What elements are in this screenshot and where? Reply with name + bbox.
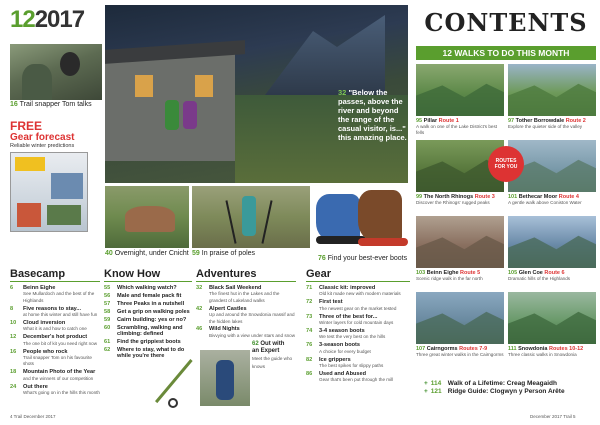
walk-caption: 111 Snowdonia Routes 10-12 Three classic walks in Snowdonia xyxy=(508,346,584,357)
knowhow-item: 55 Which walking watch? xyxy=(104,285,177,291)
boots-caption: 76 Find your best-ever boots xyxy=(318,255,408,262)
gear-forecast-sub: Reliable winter predictions xyxy=(10,143,75,149)
gear-forecast-promo xyxy=(10,120,102,232)
basecamp-section xyxy=(10,268,100,398)
routes-badge: ROUTES FOR YOU xyxy=(488,146,524,182)
gear-item: 76 3-season boots A choice for every budget xyxy=(306,342,371,354)
walk-caption: 97 Tother Borrowdale Route 2 Explore the quieter side of the valley xyxy=(508,118,586,129)
knowhow-item: 61 Find the grippiest boots xyxy=(104,338,181,345)
contents-title: CONTENTS xyxy=(424,8,588,37)
issue-number: 122017 xyxy=(10,6,85,33)
trail-snapper-photo xyxy=(10,44,102,100)
gear-item: 86 Used and Abused Gear that's been put through the mill xyxy=(306,370,394,383)
walk-card[interactable] xyxy=(508,140,596,214)
cnicht-photo xyxy=(105,186,189,248)
knowhow-title: Know How xyxy=(104,268,192,282)
footer-left: 4 Trail December 2017 xyxy=(10,414,56,419)
footer-right: December 2017 Trail 5 xyxy=(530,414,576,419)
walk-card[interactable] xyxy=(508,216,596,290)
walk-photo xyxy=(508,292,596,344)
knowhow-item: 56 Male and female pack fit xyxy=(104,292,182,299)
gear-title: Gear xyxy=(306,268,410,282)
walk-photo xyxy=(416,64,504,116)
basecamp-item: 16 People who rock Trail snapper Tom on his favourite shots xyxy=(10,348,92,367)
knowhow-item: 58 Get a grip on walking poles xyxy=(104,308,190,315)
adventures-item: 42 Alpert Castles Up and around the Snowdonia massif and the hidden lakes xyxy=(196,305,295,324)
gear-item: 71 Classic kit: improved Old kit made new with modern materials xyxy=(306,285,401,297)
cnicht-caption: 40 Overnight, under Cnicht xyxy=(105,250,189,257)
adventures-title: Adventures xyxy=(196,268,296,282)
walk-hill-shape xyxy=(416,234,504,268)
adventures-item: 46 Wild Nights Bivvying with a view under stars and snow xyxy=(196,326,296,338)
basecamp-item: 8 Five reasons to stay... at home this winter and still have fun xyxy=(10,305,98,318)
basecamp-item: 18 Mountain Photo of the Year and the winners of our competition xyxy=(10,369,96,381)
walk-caption: 105 Glen Coe Route 6 Dramatic hills of the Highlands xyxy=(508,270,571,281)
walk-caption: 107 Cairngorms Routes 7-9 Three great winter walks in the Cairngorms xyxy=(416,346,504,357)
gear-forecast-title: Gear forecast xyxy=(10,132,75,143)
poles-caption: 59 In praise of poles xyxy=(192,250,256,257)
gear-booklet-cover xyxy=(10,152,88,232)
knowhow-item: 57 Three Peaks in a nutshell xyxy=(104,300,185,307)
basecamp-item: 24 Out there What's going on in the hills this month xyxy=(10,383,100,396)
walk-photo xyxy=(508,216,596,268)
extra-walk-of-lifetime: + 114 Walk of a Lifetime: Creag Meagaidh xyxy=(424,380,557,387)
basecamp-item: 10 Cloud inversion What it is and how to catch one xyxy=(10,320,87,332)
walk-caption: 103 Beinn Eighe Route 5 Scenic ridge walk in the far north xyxy=(416,270,483,281)
extras-list xyxy=(424,380,594,396)
walk-hill-shape xyxy=(416,82,504,116)
basecamp-item: 12 December's hot product The one bit of kit you need right now xyxy=(10,334,98,346)
walks-header: 12 WALKS TO DO THIS MONTH xyxy=(416,46,596,60)
walk-hill-shape xyxy=(508,234,596,268)
walk-photo xyxy=(416,216,504,268)
walk-caption: 101 Bethecar Moor Route 4 A gentle walk above Coniston Water xyxy=(508,194,582,205)
walk-photo xyxy=(508,64,596,116)
walks-grid xyxy=(416,64,596,364)
gear-item: 72 First test The newest gear on the market tested xyxy=(306,299,397,311)
walk-hill-shape xyxy=(508,310,596,344)
knowhow-item: 62 Where to stay, what to do while you're there xyxy=(104,346,185,360)
expert-photo xyxy=(200,350,250,406)
walk-photo xyxy=(416,292,504,344)
walk-card[interactable] xyxy=(416,216,504,290)
walk-card[interactable] xyxy=(416,64,504,138)
knowhow-section xyxy=(104,268,192,361)
knowhow-item: 60 Scrambling, walking and climbing: defined xyxy=(104,324,183,337)
walk-card[interactable] xyxy=(508,292,596,366)
expert-feature: 62 Out with an Expert Meet the guide who knows xyxy=(252,341,293,370)
poles-photo xyxy=(192,186,310,248)
walk-card[interactable] xyxy=(416,292,504,366)
extra-ridge-guide: + 121 Ridge Guide: Clogwyn y Person Arête xyxy=(424,388,565,395)
gear-section xyxy=(306,268,410,385)
walk-hill-shape xyxy=(416,310,504,344)
basecamp-title: Basecamp xyxy=(10,268,100,282)
gear-item: 74 3-4 season boots We test the very best on the hills xyxy=(306,327,386,340)
boots-image xyxy=(312,186,408,252)
gear-item: 82 Ice grippers The best spikes for slippy paths xyxy=(306,356,384,368)
free-label: FREE xyxy=(10,119,43,133)
knowhow-item: 59 Cairn building: yes or no? xyxy=(104,316,187,323)
adventures-item: 32 Black Sail Weekend The finest hut in the Lakes and the grandest of Lakeland walks xyxy=(196,285,280,303)
walk-hill-shape xyxy=(508,82,596,116)
walk-card[interactable] xyxy=(508,64,596,138)
hero-quote: 32 "Below the passes, above the river and beyond the range of the casual visitor, is..." this amazing place. xyxy=(338,88,407,142)
walk-caption: 99 The North Rhinogs Route 3 Discover the Rhinogs' rugged peaks xyxy=(416,194,495,205)
trail-snapper-caption: 16 Trail snapper Tom talks xyxy=(10,101,92,108)
gear-item: 73 Three of the best for... Winter layers for cold mountain days xyxy=(306,313,394,326)
basecamp-item: 6 Beinn Eighe See Mullardoch and the best of the Highlands xyxy=(10,285,95,303)
walk-caption: 95 Pillar Route 1 A walk on one of the Lake District's best fells xyxy=(416,118,498,135)
walk-card[interactable] xyxy=(416,140,504,214)
